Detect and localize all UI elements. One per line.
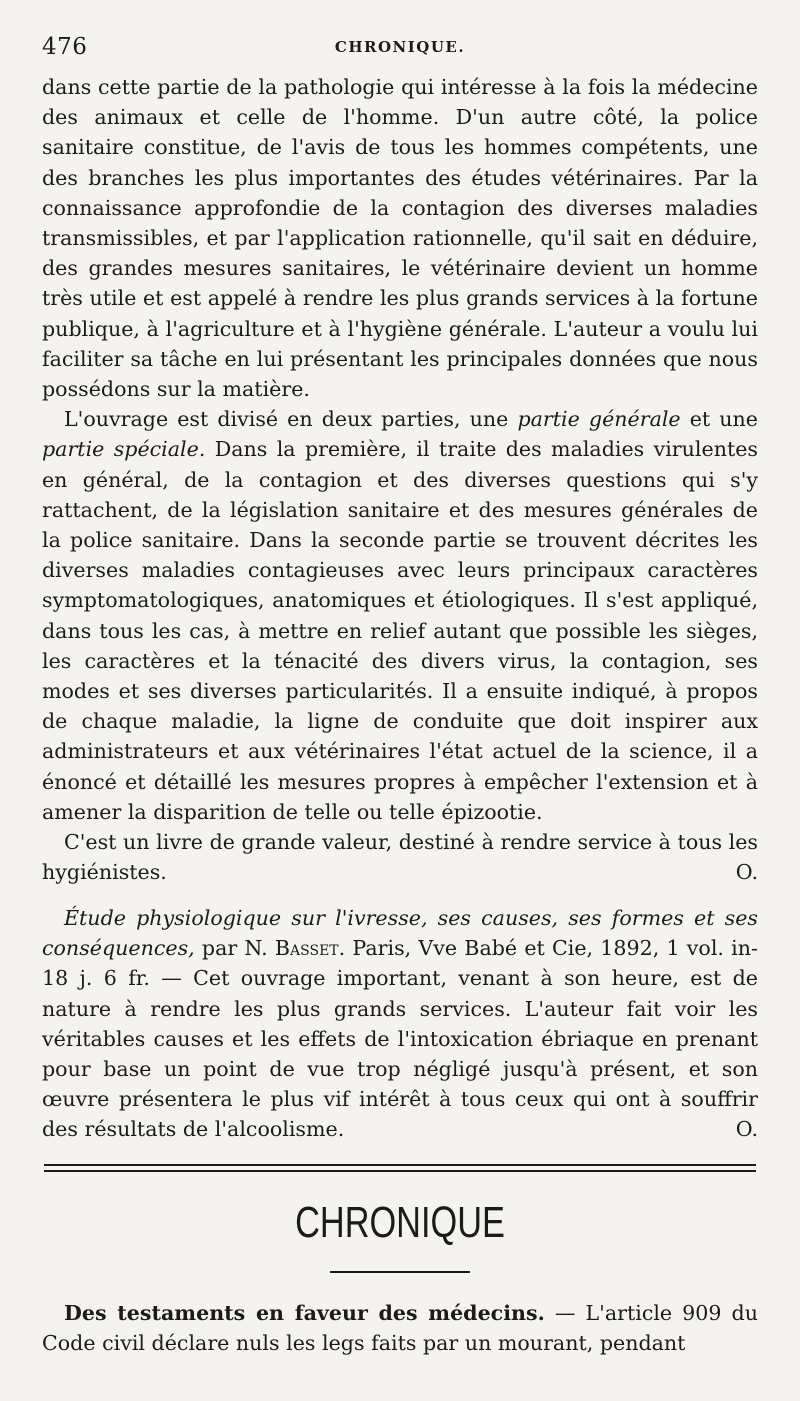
review1-p3-text: C'est un livre de grande valeur, destiné à rendre service à tous les hygiénistes.	[42, 830, 758, 885]
review2-by: par N.	[194, 936, 275, 961]
review1-p2-emphasis-2: partie spéciale.	[42, 437, 206, 462]
page-number: 476	[42, 34, 88, 60]
review1-p2-text-a: L'ouvrage est divisé en deux parties, une	[64, 407, 518, 432]
running-title: CHRONIQUE.	[334, 38, 466, 56]
article-text: — L'article 909 du Code civil déclare nuls les legs faits par un mourant, pendant	[42, 1301, 758, 1356]
review1-p2-text-c: Dans la première, il traite des maladies virulentes en général, de la contagion et des diverses questions qui s'y rattachent, de la législation sanitaire et des mesures générales de la police sanitaire. Dans la seconde partie se trouvent décrites les diverses maladies contagieuses avec leurs principaux caractères symptomatologiques, anatomiques et étiologiques. Il s'est appliqué, dans tous les cas, à mettre en relief autant que possible les sièges, les caractères et la ténacité des divers virus, la contagion, ses modes et ses diverses particularités. Il a ensuite indiqué, à propos de chaque maladie, la ligne de conduite que doit inspirer aux administrateurs et aux vétérinaires l'état actuel de la science, il a énoncé et détaillé les mesures propres à empêcher l'extension et à amener la disparition de telle ou telle épizootie.	[42, 437, 758, 824]
review1-paragraph-2	[42, 404, 758, 827]
chronique-article-block	[42, 1298, 758, 1358]
section-title: CHRONIQUE	[295, 1198, 505, 1247]
running-head	[42, 34, 758, 64]
section-divider-double-rule	[44, 1164, 756, 1172]
review2-signature: O.	[735, 1117, 758, 1142]
review2-details: . Paris, Vve Babé et Cie, 1892, 1 vol. in-18 j. 6 fr. — Cet ouvrage important, venant à son heure, est de nature à rendre les plus grands services. L'auteur fait voir les véritables causes et les effets de l'intoxication ébriaque en prenant pour base un point de vue trop négligé jusqu'à présent, et son œuvre présentera le plus vif intérêt à tous ceux qui ont à souffrir des résultats de l'alcoolisme.	[42, 936, 758, 1142]
article-paragraph	[42, 1298, 758, 1358]
review1-paragraph-3	[42, 827, 758, 887]
article-heading: Des testaments en faveur des médecins.	[64, 1301, 545, 1325]
section-title-underline	[330, 1271, 470, 1273]
review2-author: Basset	[274, 936, 339, 961]
review1-p2-text-b: et une	[680, 407, 758, 432]
review1-p2-emphasis-1: partie générale	[517, 407, 681, 432]
review-agriculture-block	[42, 72, 758, 887]
review2-book-title: Étude physiologique sur l'ivresse, ses causes, ses formes et ses conséquences,	[42, 906, 758, 961]
review-ivresse-block	[42, 903, 758, 1145]
review1-signature: O.	[735, 860, 758, 885]
review1-paragraph-1: dans cette partie de la pathologie qui intéresse à la fois la médecine des animaux et celle de l'homme. D'un autre côté, la police sanitaire constitue, de l'avis de tous les hommes compétents, une des branches les plus importantes des études vétérinaires. Par la connaissance approfondie de la contagion des diverses maladies transmissibles, et par l'application rationnelle, qu'il sait en déduire, des grandes mesures sanitaires, le vétérinaire devient un homme très utile et est appelé à rendre les plus grands services à la fortune publique, à l'agriculture et à l'hygiène générale. L'auteur a voulu lui faciliter sa tâche en lui présentant les principales données que nous possédons sur la matière.	[42, 75, 758, 402]
review2-paragraph	[42, 903, 758, 1145]
